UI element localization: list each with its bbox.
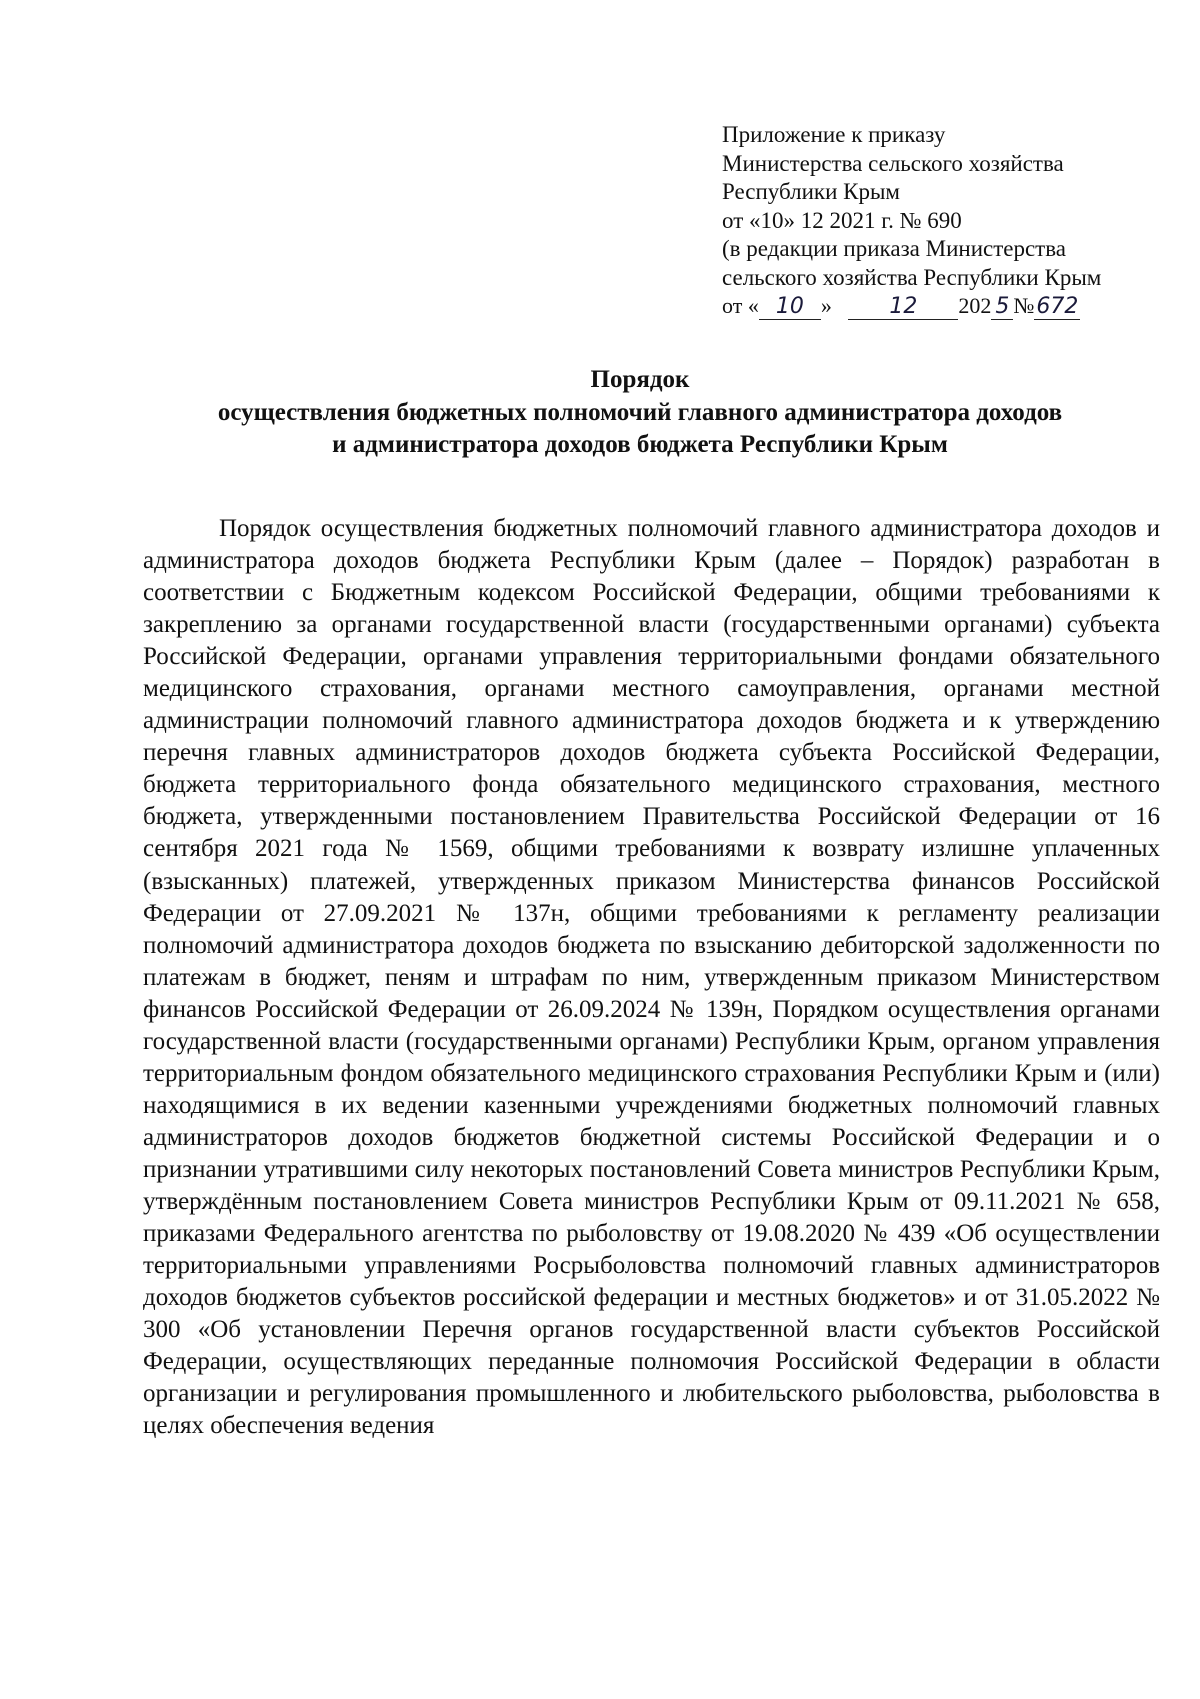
appendix-line: от «10» 12 2021 г. № 690 xyxy=(722,207,962,233)
title-line: Порядок xyxy=(590,366,690,393)
body-paragraph: Порядок осуществления бюджетных полномочий главного администратора доходов и администратора доходов бюджета Республики Крым (далее – Порядок) разработан в соответствии с Бюджетным кодексом Российской Федерации, общими требованиями к закреплению за органами государственной власти (государственными органами) субъекта Российской Федерации, органами управления территориальными фондами обязательного медицинского страхования, органами местного самоуправления, органами местной администрации полномочий главного администратора доходов бюджета и к утверждению перечня главных администраторов доходов бюджета субъекта Российской Федерации, бюджета территориального фонда обязательного медицинского страхования, местного бюджета, утвержденными постановлением Правительства Российской Федерации от 16 сентября 2021 года № 1569, общими требованиями к возврату излишне уплаченных (взысканных) платежей, утвержденных приказом Министерства финансов Российской Федерации от 27.09.2021 № 137н, общими требованиями к регламенту реализации полномочий администратора доходов бюджета по взысканию дебиторской задолженности по платежам в бюджет, пеням и штрафам по ним, утвержденным приказом Министерством финансов Российской Федерации от 26.09.2024 № 139н, Порядком осуществления органами государственной власти (государственными органами) Республики Крым, органом управления территориальным фондом обязательного медицинского страхования Республики Крым и (или) находящимися в их ведении казенными учреждениями бюджетных полномочий главных администраторов доходов бюджетов бюджетной системы Российской Федерации и о признании утратившими силу некоторых постановлений Совета министров Республики Крым, утверждённым постановлением Совета министров Республики Крым от 09.11.2021 № 658, приказами Федерального агентства по рыболовству от 19.08.2020 № 439 «Об осуществлении территориальными управлениями Росрыболовства полномочий главных администраторов доходов бюджетов субъектов российской федерации и местных бюджетов» и от 31.05.2022 № 300 «Об установлении Перечня органов государственной власти субъектов Российской Федерации, осуществляющих переданные полномочия Российской Федерации в области организации и регулирования промышленного и любительского рыболовства, рыболовства в целях обеспечения ведения xyxy=(143,515,1160,1440)
handwritten-month: 12 xyxy=(848,295,958,320)
appendix-line: Приложение к приказу xyxy=(722,122,946,147)
handwritten-day: 10 xyxy=(759,295,821,320)
amendment-year-prefix: 202 xyxy=(958,293,992,318)
appendix-line: (в редакции приказа Министерства xyxy=(722,236,1067,261)
appendix-line: Министерства сельского хозяйства xyxy=(722,150,1064,176)
appendix-line: Республики Крым xyxy=(722,179,900,204)
document-title xyxy=(110,364,1170,462)
amendment-quote-close: » xyxy=(820,293,832,318)
handwritten-year-digit: 5 xyxy=(991,295,1013,320)
appendix-line: сельского хозяйства Республики Крым xyxy=(722,264,1102,290)
handwritten-number: 672 xyxy=(1036,294,1079,319)
amendment-date-line xyxy=(722,292,1162,321)
amendment-number-sign: № xyxy=(1013,293,1035,318)
title-line: и администратора доходов бюджета Республики Крым xyxy=(332,431,948,458)
title-line: осуществления бюджетных полномочий главного администратора доходов xyxy=(217,398,1063,426)
appendix-block xyxy=(722,121,1162,321)
amendment-prefix: от « xyxy=(722,293,759,318)
